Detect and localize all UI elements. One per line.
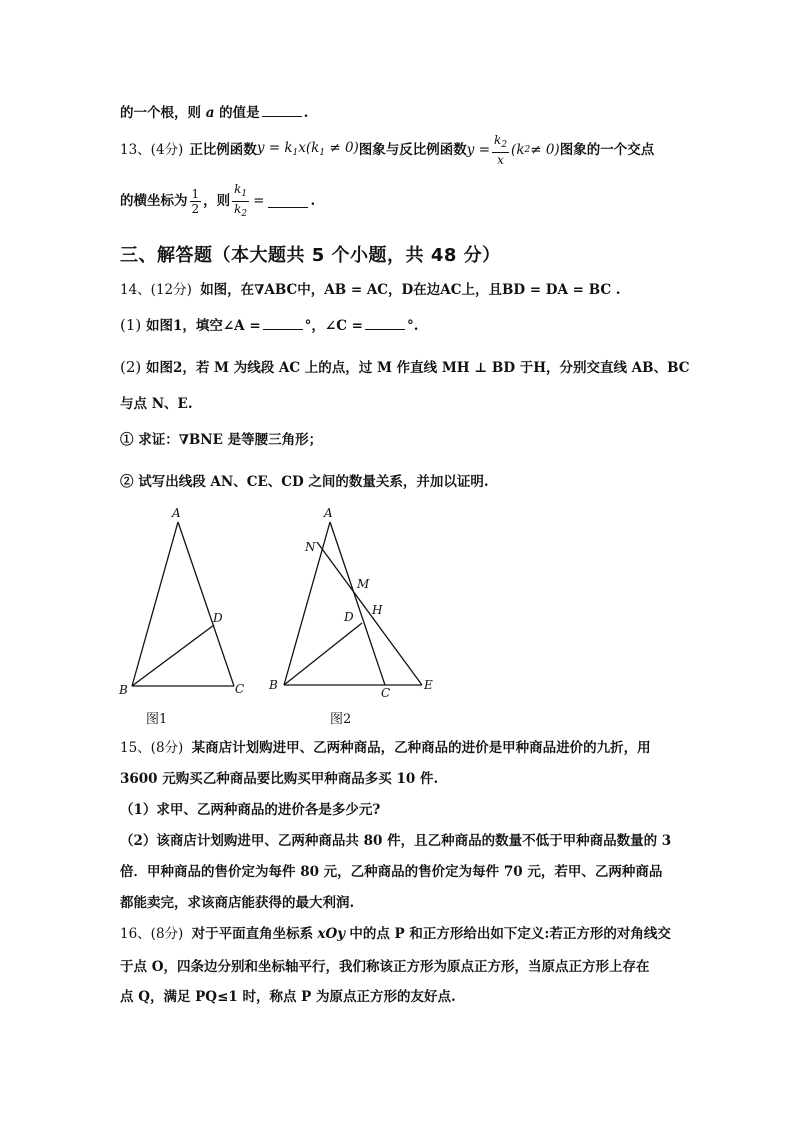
fig2-label-b: B: [269, 678, 278, 692]
q14-part2: (2) 如图2，若 M 为线段 AC 上的点，过 M 作直线 MH ⊥ BD 于H，分别交直线 AB、BC: [120, 358, 690, 376]
q15-part2-line2: 倍．甲种商品的售价定为每件 80 元，乙种商品的售价定为每件 70 元，若甲、乙两种商品: [120, 864, 663, 880]
q14-number: 14、(12分): [120, 282, 192, 298]
q13-one-half: $\frac{1}{2}$: [191, 186, 200, 216]
q14-sub1: ① 求证：∇BNE 是等腰三角形；: [120, 432, 323, 448]
fig2-label-c: C: [381, 686, 391, 700]
q15-part2-line1: （2）该商店计划购进甲、乙两种商品共 80 件，且乙种商品的数量不低于甲种商品数量的 3: [120, 833, 672, 849]
q14-stem: 14、(12分) 如图，在∇ABC中，AB = AC，D在边AC上，且BD = DA = BC .: [120, 282, 621, 298]
q16-line1: 16、(8分) 对于平面直角坐标系 xOy 中的点 P 和正方形给出如下定义:若正方形的对角线交: [120, 926, 671, 942]
q14-angle-c-blank[interactable]: [365, 317, 405, 330]
q14-sub2: ② 试写出线段 AN、CE、CD 之间的数量关系，并加以证明.: [120, 474, 489, 490]
q14-part2-cont: 与点 N、E.: [120, 396, 193, 412]
figure-2: [260, 500, 460, 700]
q13-line2: 的横坐标为 $\frac{1}{2}$ ，则 $\frac{k_1}{k_2}$ = .: [120, 181, 316, 219]
q13-k1-over-k2: $\frac{k_1}{k_2}$: [234, 181, 248, 219]
q12-tail-line: 的一个根，则 a 的值是 .: [120, 105, 309, 121]
q13-answer-blank[interactable]: [268, 195, 308, 208]
q16-number: 16、(8分): [120, 926, 184, 942]
q12-text: 的一个根，则: [120, 105, 201, 121]
fig1-label-a: A: [172, 506, 181, 520]
fig1-side-ab: [132, 522, 178, 686]
fig2-label-m: M: [357, 577, 370, 591]
q14-part1: (1) 如图1，填空∠A = °，∠C = °.: [120, 316, 419, 334]
q14-angle-a-blank[interactable]: [263, 317, 303, 330]
q13-k2-over-x: $\frac{k_2}{x}$: [494, 133, 508, 167]
q15-line2: 3600 元购买乙种商品要比购买甲种商品多买 10 件.: [120, 771, 439, 787]
q13-inverse-proportion-formula: y = $\frac{k_2}{x}$ (k 2 ≠ 0): [466, 133, 560, 167]
fig1-label-d: D: [213, 611, 223, 625]
fig1-segment-bd: [132, 625, 214, 686]
q12-text-b: 的值是: [219, 105, 260, 121]
fig2-label-d: D: [344, 610, 354, 624]
fig2-label-n: N: [305, 540, 316, 554]
fig2-label-a: A: [324, 506, 333, 520]
q13-number: 13、(4分): [120, 142, 184, 158]
section3-title: 三、解答题（本大题共 5 个小题，共 48 分）: [120, 245, 501, 266]
q15-line1: 15、(8分) 某商店计划购进甲、乙两种商品，乙种商品的进价是甲种商品进价的九折，用: [120, 740, 651, 756]
fig2-caption: 图2: [330, 712, 352, 727]
fig1-label-b: B: [119, 683, 128, 697]
q13-direct-proportion-formula: $y = k_1x(k_1 \ne 0)$: [256, 139, 359, 158]
q12-answer-blank[interactable]: [262, 104, 302, 117]
fig2-label-h: H: [372, 603, 383, 617]
q15-part1: （1）求甲、乙两种商品的进价各是多少元?: [120, 802, 381, 818]
fig2-segment-bd: [284, 623, 362, 685]
q16-line3: 点 Q，满足 PQ≤1 时，称点 P 为原点正方形的友好点.: [120, 989, 456, 1005]
fig1-side-ac: [178, 522, 234, 686]
figure-1: [110, 500, 270, 700]
q13-line1: 13、(4分) 正比例函数 $y = k_1x(k_1 \ne 0)$ 图象与反比例函数 y = $\frac{k_2}{x}$ (k 2 ≠ 0) 图象的一个交点: [120, 133, 655, 167]
q15-part2-line3: 都能卖完，求该商店能获得的最大利润.: [120, 895, 355, 911]
fig2-label-e: E: [424, 678, 433, 692]
fig2-line-ne: [317, 542, 422, 685]
q16-line2: 于点 O，四条边分别和坐标轴平行，我们称该正方形为原点正方形，当原点正方形上存在: [120, 959, 650, 975]
q15-number: 15、(8分): [120, 740, 184, 756]
q12-var-a: a: [205, 105, 215, 121]
fig1-label-c: C: [235, 682, 245, 696]
fig1-caption: 图1: [146, 712, 168, 727]
